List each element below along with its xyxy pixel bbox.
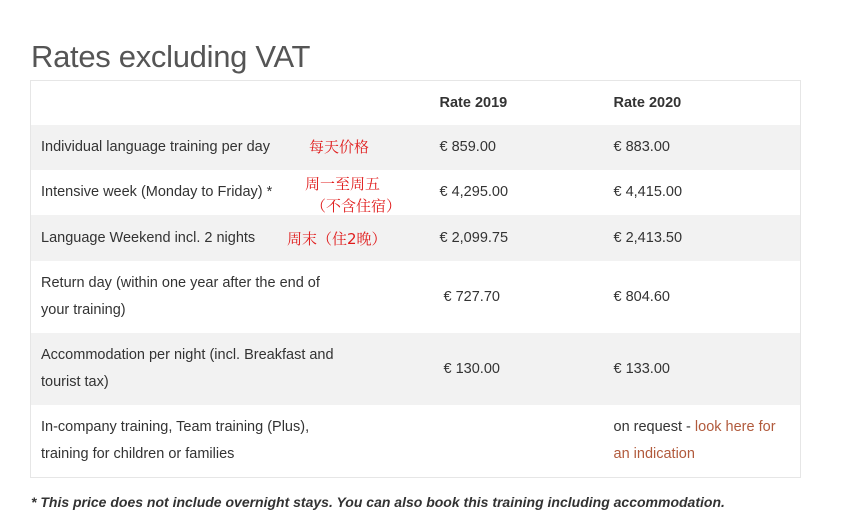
annotation-note: （不含住宿）	[311, 196, 402, 215]
on-request-text	[614, 414, 801, 468]
annotation-note: 每天价格	[309, 137, 370, 156]
footnote: * This price does not include overnight stays. You can also book this training including accommodation.	[31, 494, 725, 510]
row-description: Return day (within one year after the end of your training)	[41, 274, 320, 318]
row-description-cell	[31, 261, 430, 333]
rate-2019-cell: € 130.00	[443, 360, 500, 377]
on-request-prefix: on request -	[613, 418, 695, 435]
rate-2020-cell: € 4,415.00	[613, 184, 683, 200]
header-rate-2019: Rate 2019	[439, 94, 508, 111]
rate-2019-cell: € 2,099.75	[439, 229, 509, 246]
rate-2020-cell: € 804.60	[613, 288, 670, 305]
row-description: Intensive week (Monday to Friday) *	[41, 184, 273, 200]
rate-2020-cell: € 133.00	[613, 360, 670, 377]
rate-2019-cell	[430, 405, 604, 478]
row-description-cell	[31, 125, 430, 170]
row-description-cell	[31, 405, 430, 478]
row-description: Individual language training per day	[41, 139, 270, 155]
row-description-cell	[31, 333, 430, 405]
table-header-row	[31, 81, 801, 125]
table-row	[31, 125, 801, 170]
header-description	[31, 81, 430, 125]
annotation-note: 周末（住2晚）	[287, 229, 387, 248]
header-rate-2020: Rate 2020	[613, 94, 682, 111]
row-description: In-company training, Team training (Plus), training for children or families	[41, 418, 310, 462]
row-description-cell	[31, 215, 430, 261]
rates-table	[30, 80, 801, 478]
row-description: Accommodation per night (incl. Breakfast and tourist tax)	[41, 346, 334, 390]
table-row	[31, 261, 801, 333]
rate-2019-cell: € 4,295.00	[439, 184, 509, 200]
page-title: Rates excluding VAT	[31, 38, 311, 74]
row-description-cell	[31, 170, 430, 215]
row-description: Language Weekend incl. 2 nights	[41, 229, 256, 246]
table-row	[31, 170, 801, 215]
table-row	[31, 333, 801, 405]
annotation-note: 周一至周五	[305, 174, 381, 193]
table-row	[31, 405, 801, 478]
indication-link[interactable]: look here for an indication	[613, 418, 776, 462]
rate-2019-cell: € 727.70	[443, 288, 500, 305]
rate-2020-cell: € 2,413.50	[613, 229, 683, 246]
rate-2020-cell	[604, 405, 801, 478]
rate-2019-cell: € 859.00	[439, 139, 496, 155]
rate-2020-cell: € 883.00	[613, 139, 670, 155]
table-row	[31, 215, 801, 261]
